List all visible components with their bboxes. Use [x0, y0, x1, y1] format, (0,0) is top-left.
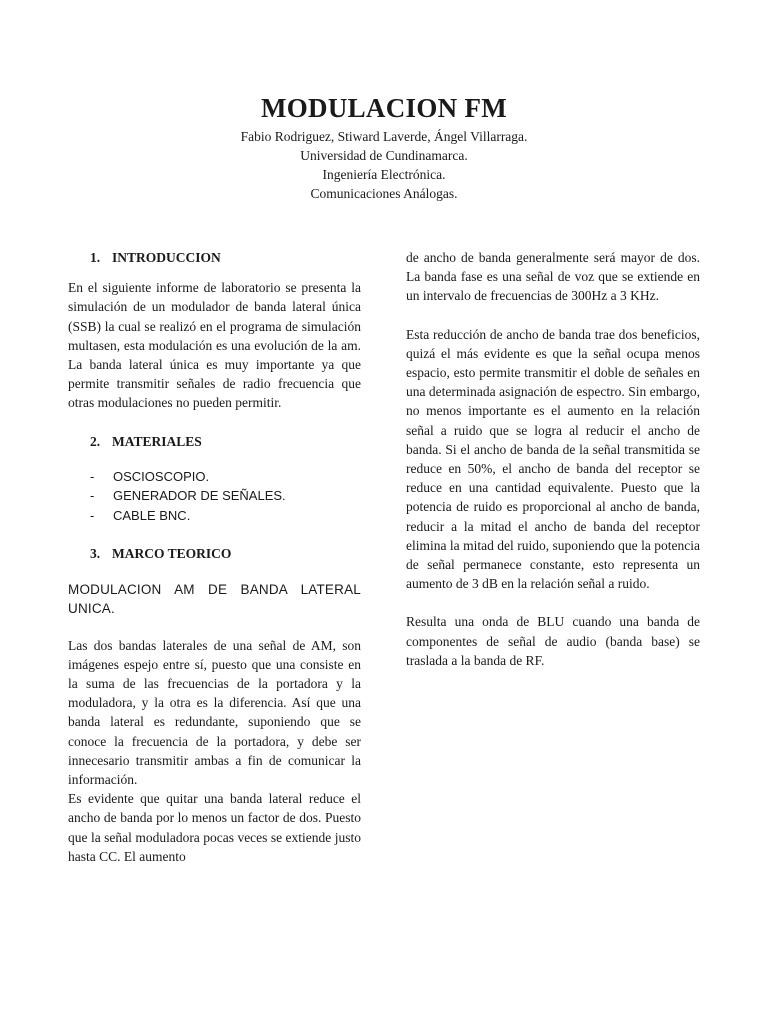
list-item: [68, 486, 361, 506]
course-line: Comunicaciones Análogas.: [310, 186, 458, 201]
list-item-text: CABLE BNC.: [113, 507, 191, 523]
authors-line: Fabio Rodriguez, Stiward Laverde, Ángel Villarraga.: [240, 129, 528, 144]
intro-paragraph: En el siguiente informe de laboratorio se presenta la simulación de un modulador de banda lateral única (SSB) la cual se realizó en el programa de simulación multasen, esta modulación es una evolución de la am. La banda lateral única es muy importante ya que permite transmitir señales de radio frecuencia que otras modulaciones no pueden permitir.: [68, 280, 361, 411]
section-heading-marco-teorico: [68, 544, 361, 563]
right-paragraph-3: Resulta una onda de BLU cuando una banda de componentes de señal de audio (banda base) se traslada a la banda de RF.: [406, 614, 700, 668]
document-header: [0, 92, 768, 203]
list-item: [68, 467, 361, 487]
list-item-text: GENERADOR DE SEÑALES.: [113, 488, 286, 504]
document-title: MODULACION FM: [260, 93, 508, 123]
section-number: 3.: [90, 546, 101, 562]
materials-list: [68, 467, 361, 526]
list-bullet: -: [90, 507, 95, 523]
marco-paragraph-2: Es evidente que quitar una banda lateral reduce el ancho de banda por lo menos un factor de dos. Puesto que la señal moduladora pocas veces se extiende justo hasta CC. El aumento: [68, 791, 361, 864]
university-line: Universidad de Cundinamarca.: [300, 148, 468, 163]
section-title: INTRODUCCION: [112, 250, 221, 265]
section-number: 2.: [90, 433, 101, 449]
left-column: [68, 248, 361, 866]
right-column: [406, 248, 700, 670]
marco-paragraph-1: Las dos bandas laterales de una señal de AM, son imágenes espejo entre sí, puesto que una consiste en la suma de las frecuencias de la portadora y la moduladora, y la otra es la diferencia. Así que una banda lateral es redundante, suponiendo que se conoce la frecuencia de la portadora, y debe ser innecesario transmitir ambas a fin de comunicar la información.: [68, 637, 361, 787]
section-heading-materiales: [68, 432, 361, 451]
list-bullet: -: [90, 468, 95, 484]
program-line: Ingeniería Electrónica.: [322, 167, 446, 182]
list-item-text: OSCIOSCOPIO.: [113, 468, 210, 484]
subsection-title: MODULACION AM DE BANDA LATERAL UNICA.: [68, 581, 361, 617]
right-paragraph-1: de ancho de banda generalmente será mayor de dos. La banda fase es una señal de voz que se extiende en un intervalo de frecuencias de 300Hz a 3 KHz.: [406, 250, 700, 304]
section-heading-introduccion: [68, 248, 361, 267]
list-item: [68, 506, 361, 526]
right-paragraph-2: Esta reducción de ancho de banda trae dos beneficios, quizá el más evidente es que la señal ocupa menos espacio, esto permite transmitir el doble de señales en una determinada asignación de espectro. Sin embargo, no menos importante es el aumento en la relación señal a ruido que se logra al reducir el ancho de banda. Si el ancho de banda de la señal transmitida se reduce en 50%, el ancho de banda del receptor se reduce en una cantidad equivalente. Puesto que la potencia de ruido es proporcional al ancho de banda, reducir a la mitad el ancho de banda del receptor elimina la mitad del ruido, suponiendo que la potencia de señal permanece constante, esto representa un aumento de 3 dB en la relación señal a ruido.: [406, 326, 700, 592]
section-title: MATERIALES: [112, 433, 202, 449]
section-title: MARCO TEORICO: [112, 546, 232, 562]
list-bullet: -: [90, 488, 95, 504]
section-number: 1.: [90, 250, 101, 265]
